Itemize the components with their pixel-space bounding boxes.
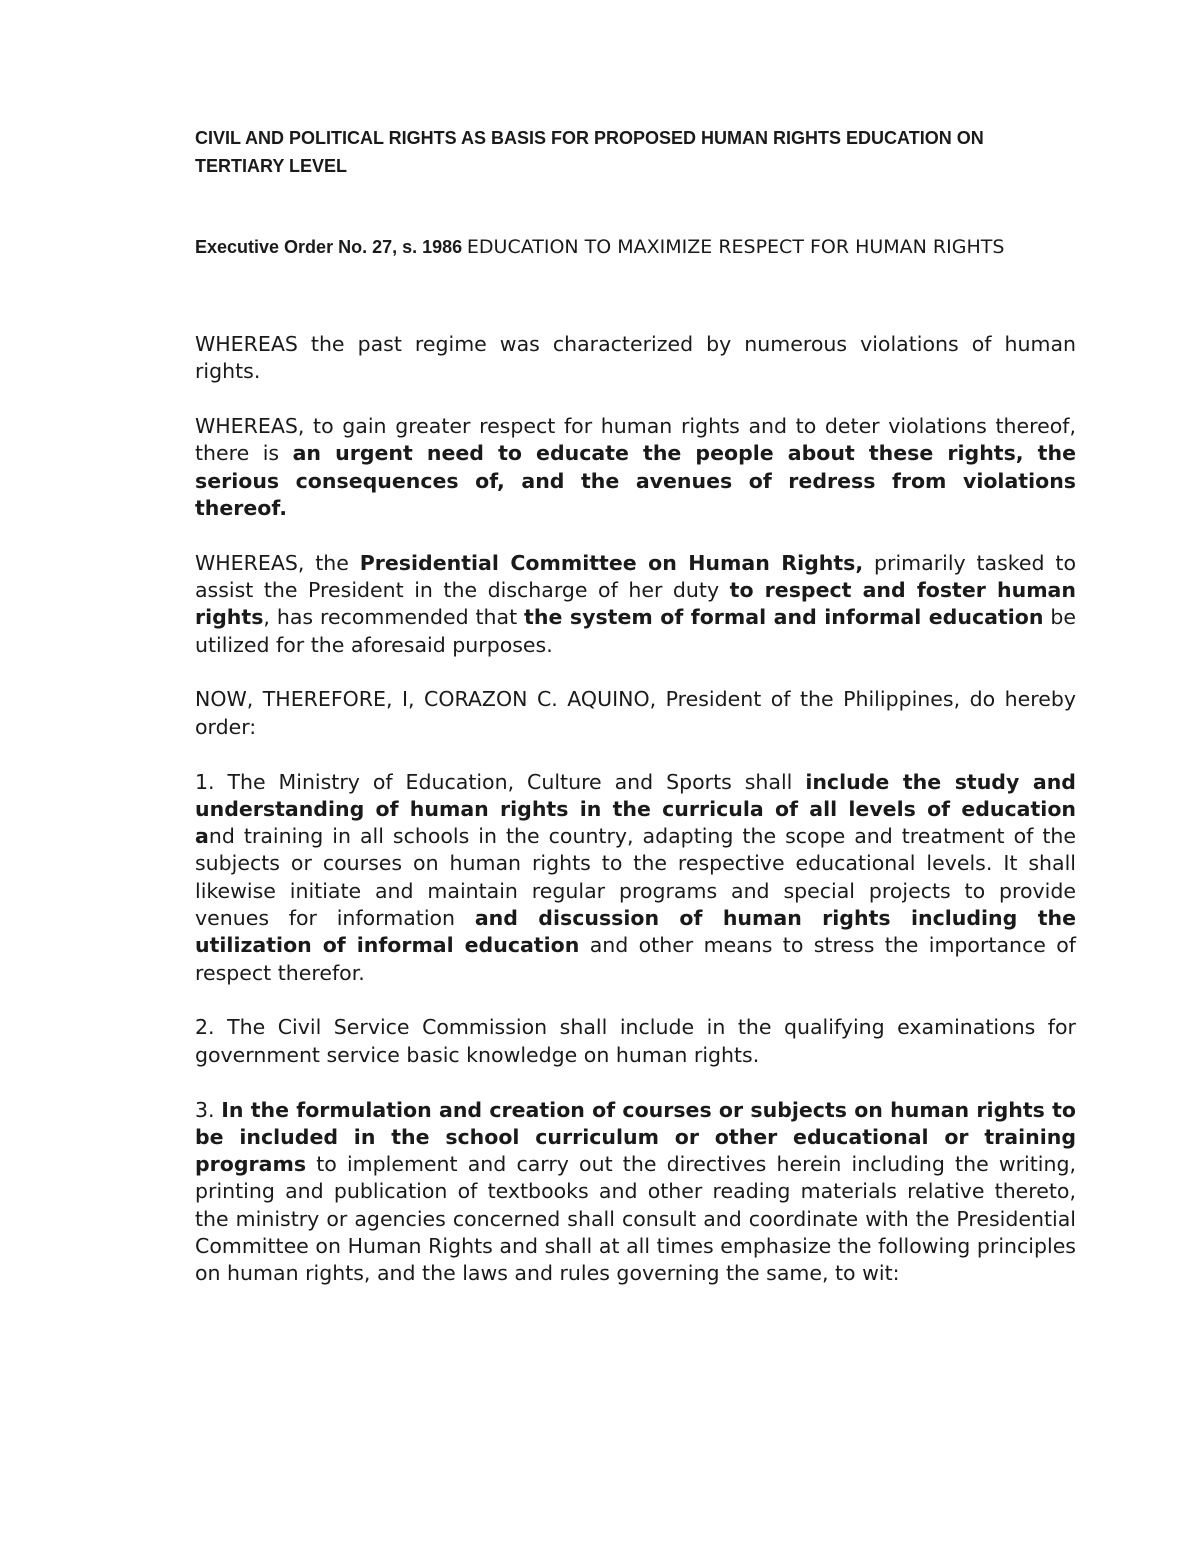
emphasized-text: Presidential Committee on Human Rights,: [359, 550, 864, 575]
order-body: [195, 331, 1076, 1288]
emphasized-text: the system of formal and informal education: [524, 605, 1044, 630]
paragraph-whereas-1: [195, 331, 1076, 386]
paragraph-now-therefore: [195, 686, 1076, 741]
paragraph-text: WHEREAS, to gain greater respect for human rights and to deter violations thereof, there is: [195, 414, 1076, 466]
executive-order-title: EDUCATION TO MAXIMIZE RESPECT FOR HUMAN RIGHTS: [466, 236, 1005, 258]
paragraph-text: primarily tasked to assist the President in the discharge of her duty: [195, 550, 1076, 603]
emphasized-text: In the formulation and creation of courses or subjects on human rights to be included in the school curriculum or other educational or training programs: [195, 1097, 1076, 1177]
emphasized-text: an urgent need to educate the people about these rights, the serious consequences of, and the avenues of redress from violations thereof.: [195, 441, 1076, 520]
paragraph-text: , has recommended that: [263, 605, 525, 630]
paragraph-text: WHEREAS the past regime was characterized by numerous violations of human rights.: [195, 332, 1076, 384]
paragraph-text: to implement and carry out the directives herein including the writing, printing and publication of textbooks and other reading materials relative thereto, the ministry or agencies concerned shall consult and coordinate with the Presidential Committee on Human Rights and shall at all times emphasize the following principles on human rights, and the laws and rules governing the same, to wit:: [195, 1152, 1076, 1286]
paragraph-text: be utilized for the aforesaid purposes.: [195, 605, 1076, 657]
emphasized-text: to respect and foster human rights: [195, 578, 1076, 630]
paragraph-whereas-2: [195, 413, 1076, 522]
paragraph-text: nd training in all schools in the country, adapting the scope and treatment of the subjects or courses on human rights to the respective educational levels. It shall likewise initiate and maintain regular programs and special projects to provide venues for information: [195, 824, 1076, 931]
document-title: CIVIL AND POLITICAL RIGHTS AS BASIS FOR PROPOSED HUMAN RIGHTS EDUCATION ON TERTIARY LEVEL: [195, 128, 984, 176]
paragraph-section-1: [195, 769, 1076, 987]
paragraph-text: WHEREAS, the: [195, 550, 360, 575]
paragraph-text: 3.: [195, 1097, 222, 1122]
emphasized-text: and discussion of human rights including the utilization of informal education: [195, 906, 1076, 958]
paragraph-text: 1. The Ministry of Education, Culture and Sports shall: [195, 769, 806, 794]
paragraph-text: 2. The Civil Service Commission shall include in the qualifying examinations for government service basic knowledge on human rights.: [195, 1015, 1076, 1067]
paragraph-text: NOW, THEREFORE, I, CORAZON C. AQUINO, President of the Philippines, do hereby order:: [195, 687, 1076, 739]
paragraph-text: and other means to stress the importance of respect therefor.: [195, 933, 1077, 985]
executive-order-heading: [195, 233, 1076, 262]
document-content: [195, 124, 1076, 1315]
emphasized-text: include the study and understanding of human rights in the curricula of all levels of education a: [195, 769, 1076, 849]
executive-order-label: Executive Order No. 27, s. 1986: [195, 237, 463, 257]
paragraph-section-3: [195, 1097, 1076, 1288]
paragraph-whereas-3: [195, 550, 1076, 659]
paragraph-section-2: [195, 1014, 1076, 1069]
